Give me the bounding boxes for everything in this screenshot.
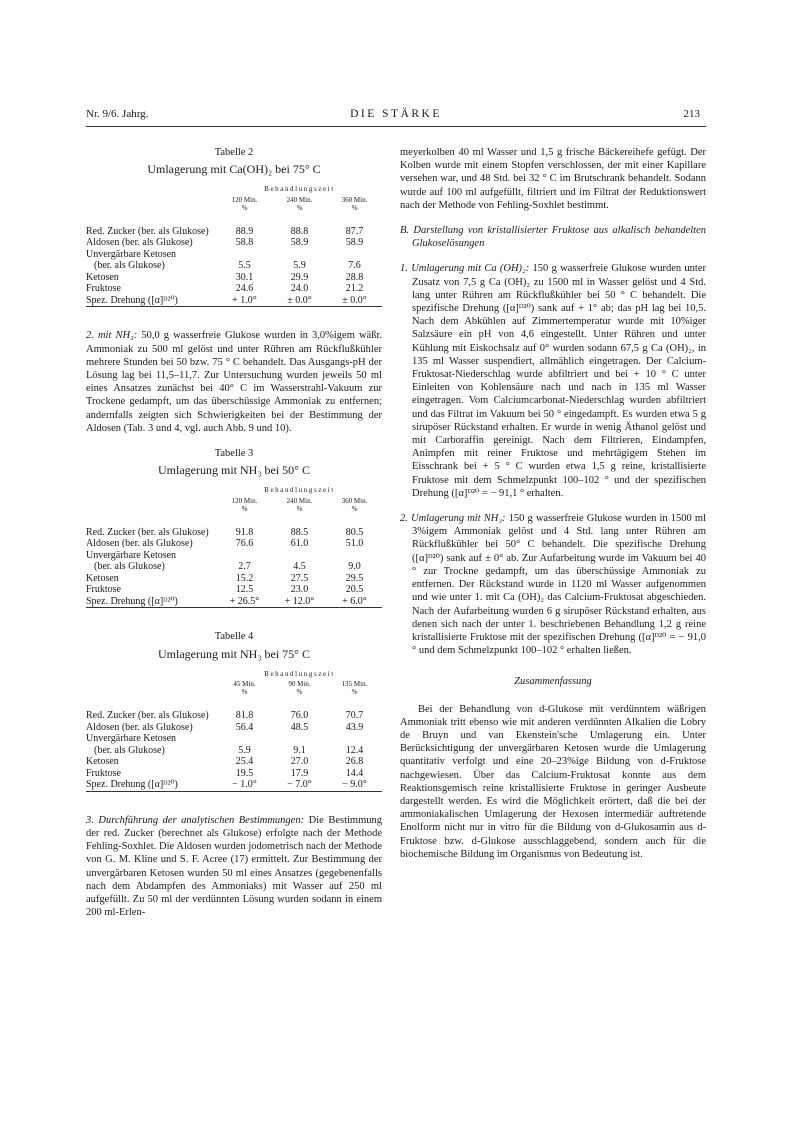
running-header-journal: DIE STÄRKE — [350, 108, 442, 120]
table-cell: 27.0 — [290, 756, 309, 768]
table-cell: 5.9 — [238, 744, 251, 756]
table-cell: 9.0 — [348, 561, 361, 573]
table-corner — [86, 497, 217, 513]
table-cell: 19.5 — [235, 767, 254, 779]
table-row — [86, 722, 382, 734]
list-item-ca-oh — [400, 262, 706, 500]
table-caption: Tabelle 4 — [214, 631, 254, 643]
table-cell: 76.6 — [235, 538, 254, 550]
table-cell — [217, 550, 272, 562]
row-label: Unvergärbare Ketosen — [86, 248, 177, 260]
column-header-unit: % — [241, 504, 248, 513]
table-row — [86, 584, 382, 596]
column-header — [327, 196, 382, 212]
table-spacer-row — [86, 513, 382, 527]
table-row — [86, 249, 382, 261]
running-header-left: Nr. 9/6. Jahrg. — [86, 108, 149, 120]
header-rule — [86, 126, 706, 127]
table-row — [86, 538, 382, 550]
table-cell — [272, 733, 327, 745]
table-cell: 91.8 — [235, 526, 254, 538]
table-cell: 76.0 — [290, 710, 309, 722]
table-cell: 48.5 — [290, 721, 309, 733]
table-corner — [86, 196, 217, 212]
table-caption: Tabelle 2 — [214, 147, 254, 158]
table-row — [86, 756, 382, 768]
paragraph-lead: 2. mit NH₃: — [86, 330, 138, 342]
row-label: Spez. Drehung ([α]ᴰ²⁰) — [86, 295, 217, 307]
table-row — [86, 260, 382, 272]
table-cell: 9.1 — [293, 744, 306, 756]
row-label: Red. Zucker (ber. als Glukose) — [86, 526, 209, 538]
column-header-label: 240 Min. — [286, 195, 313, 204]
paragraph-body: 50,0 g wasserfreie Glukose wurden in 3,0%igem wäßr. Ammoniak zu 500 ml gelöst und unter Rühren am Rückflußkühler mehrere Stunden bei 50 bzw. 75 ° C behandelt. Das Ausgangs-pH der Lösung lag bei 11,5–11,7. Zur Untersuchung wurden jeweils 50 ml eines Ansatzes zunächst bei 40° C im Wasserstrahl-Vakuum zur Trockene gedampft, um das überschüssige Ammoniak zu entfernen; andernfalls zeigten sich Schwierigkeiten bei der Bestimmung der Aldosen (Tab. 3 und 4, vgl. auch Abb. 9 und 10). — [86, 330, 383, 434]
column-header — [327, 680, 382, 696]
column-header-label: 90 Min. — [288, 680, 311, 689]
table-row — [86, 283, 382, 295]
paragraph-nh3 — [86, 329, 382, 435]
table-cell: 7.6 — [348, 260, 361, 272]
group-header: Behandlungszeit — [264, 185, 335, 194]
table-row — [86, 710, 382, 722]
row-label: Spez. Drehung ([α]ᴰ²⁰) — [86, 779, 217, 791]
table-title: Umlagerung mit NH₃ bei 75° C — [158, 646, 310, 661]
table-row — [86, 779, 382, 791]
table-cell: 51.0 — [345, 538, 364, 550]
table-cell: 2.7 — [238, 561, 251, 573]
table-cell: 12.5 — [235, 584, 254, 596]
table-row — [86, 596, 382, 608]
paragraph-methods — [86, 814, 382, 920]
table-cell: 20.5 — [345, 584, 364, 596]
table-cell: 4.5 — [293, 561, 306, 573]
table-row — [86, 733, 382, 745]
table-row — [86, 768, 382, 780]
table-cell: 26.8 — [345, 756, 364, 768]
column-header-label: 120 Min. — [231, 496, 258, 505]
table-row — [86, 237, 382, 249]
column-header-unit: % — [296, 203, 303, 212]
column-header-label: 360 Min. — [341, 195, 368, 204]
row-label: Ketosen — [86, 271, 119, 283]
table-cell: 87.7 — [345, 225, 364, 237]
data-table — [86, 485, 382, 608]
column-header — [272, 497, 327, 513]
table-corner — [86, 485, 217, 497]
summary-body: Bei der Behandlung von d-Glukose mit verdünntem wäßrigen Ammoniak tritt ebenso wie mit anderen verdünnten Alkalien die Lobry de Bruyn und van Ekenstein'sche Umlagerung ein. Unter Berücksichtigung der unvergärbaren Ketosen wurde die Umlagerung quantitativ verfolgt und eine 20–23%ige Bildung von d-Fruktose nachgewiesen. Über das Calcium-Fruktosat konnte aus dem Reaktionsgemisch reine kristallisierte Fruktose in geringer Ausbeute dargestellt werden. Es wird die Möglichkeit erörtert, daß die bei der ammoniakalischen Umlagerung der Hexosen intermediär auftretende Enolform nicht nur in vitro für die Bildung von d-Glukosamin aus d-Fruktose bzw. d-Glukose ausschlaggebend, sondern auch für die biochemische Bildung im Organismus von Bedeutung ist. — [400, 703, 706, 860]
column-header-unit: % — [241, 688, 248, 697]
table-cell: 81.8 — [235, 710, 254, 722]
table-cell: 61.0 — [290, 538, 309, 550]
list-item-body: 150 g wasserfreie Glukose wurden unter Zusatz von 7,5 g Ca (OH)₂ zu 1500 ml in Wasser gelöst und 4 Std. lang unter Rühren am Rückflußkühler bei 50 ° C behandelt. Die spezifische Drehung ([α]ᴰ²⁰) sank auf + 1° ab; das pH lag bei 10,5. Nach dem Abkühlen auf Zimmertemperatur wurde mit 10%iger Salzsäure ein pH von 4,6 eingestellt. Unter Rühren und unter Kühlung mit Eiskochsalz auf 0° wurden sodann 67,5 g Ca (OH)₂, in 135 ml Wasser suspendiert, allmählich eingetragen. Der Calcium-Fruktosat-Niederschlag wurde abfiltriert und bei + 10 ° C unter Einleiten von Kohlensäure nach und nach in 135 ml Wasser eingetragen. Vom Calciumcarbonat-Niederschlag wurden abfiltriert und das Filtrat im Vakuum bei 50 ° eingedampft. Es wurden etwa 5 g sirupöser Rückstand erhalten. Er wurde in wenig Äthanol gelöst und mit Carboraffin gereinigt. Nach dem Filtrieren, Eindampfen, Animpfen mit reiner Fruktose und mehrtägigem Stehen im Eisschrank bei + 5 ° C wurden etwa 1,5 g reine, kristallisierte Fruktose mit dem Schmelzpunkt 100–102 ° und der spezifischen Drehung ([α]ᴰ²⁰ = − 91,1 ° erhalten. — [412, 263, 706, 499]
table-cell: ± 0.0° — [272, 295, 327, 307]
table-row — [86, 272, 382, 284]
table-spacer-row — [86, 696, 382, 710]
table-cell: + 6.0° — [327, 596, 382, 608]
table-cell: 24.6 — [235, 283, 254, 295]
column-header — [217, 680, 272, 696]
paragraph-continued: meyerkolben 40 ml Wasser und 1,5 g frische Bäckereihefe gefügt. Der Kolben wurde mit einem Stopfen verschlossen, der mit einer Kapillare versehen war, und 48 Std. bei 32 ° C im Brutschrank behandelt. Sodann wurde auf 100 ml aufgefüllt, filtriert und im Filtrat der Reduktionswert nach der Methode von Fehling-Soxhlet bestimmt. — [400, 147, 706, 211]
column-header-unit: % — [241, 203, 248, 212]
data-table — [86, 184, 382, 307]
table-cell — [272, 550, 327, 562]
column-header-unit: % — [351, 504, 358, 513]
table-group-header-row — [86, 485, 382, 497]
table-cell: 23.0 — [290, 584, 309, 596]
table-cell: 29.9 — [290, 271, 309, 283]
table-corner — [86, 669, 217, 681]
table-cell: 58.9 — [345, 237, 364, 249]
table-cell: + 26.5° — [217, 596, 272, 608]
row-label: Aldosen (ber. als Glukose) — [86, 237, 193, 249]
row-label: Fruktose — [86, 767, 121, 779]
table-group-header-row — [86, 669, 382, 681]
table-cell: 88.5 — [290, 526, 309, 538]
column-header-unit: % — [351, 203, 358, 212]
column-header — [217, 196, 272, 212]
table-cell: 17.9 — [290, 767, 309, 779]
right-column — [400, 146, 706, 861]
column-header — [217, 497, 272, 513]
table-cell: 24.0 — [290, 283, 309, 295]
row-label: Unvergärbare Ketosen — [86, 549, 177, 561]
table-spacer-row — [86, 212, 382, 226]
summary-heading: Zusammenfassung — [514, 676, 592, 688]
column-header-label: 135 Min. — [341, 680, 368, 689]
table-cell — [327, 249, 382, 261]
row-label: Fruktose — [86, 584, 121, 596]
column-header — [327, 497, 382, 513]
row-label: Red. Zucker (ber. als Glukose) — [86, 710, 209, 722]
table-block — [86, 630, 382, 791]
column-header-unit: % — [296, 688, 303, 697]
list-item-lead: 1. Umlagerung mit Ca (OH)₂: — [400, 263, 530, 275]
list-item-body: 150 g wasserfreie Glukose wurden in 1500 ml 3%igem Ammoniak gelöst und 4 Std. lang unter Rühren am Rückflußkühler bei 50° C behandelt. Die spezifische Drehung ([α]ᴰ²⁰) sank auf ± 0° ab. Zur Aufarbeitung wurde im Vakuum bei 40 ° zur Trockne gedampft, um das überschüssige Ammoniak zu entfernen. Der Rückstand wurde in 1120 ml Wasser aufgenommen und wie unter 1. mit Ca (OH)₂ das Calcium-Fruktosat abgeschieden. Nach der Aufarbeitung wurden 6 g sirupöser Rückstand erhalten, aus denen sich nach der unter 1. beschriebenen Behandlung 1,2 g reine kristallisierte Fruktose mit der spezifischen Drehung ([α]ᴰ²⁰ = − 91,0 ° und dem Schmelzpunkt 100–102 ° erhalten ließen. — [412, 513, 707, 657]
table-row — [86, 226, 382, 238]
table-cell: − 1.0° — [217, 779, 272, 791]
group-header: Behandlungszeit — [264, 486, 335, 495]
table-cell: 12.4 — [345, 744, 364, 756]
table-caption: Tabelle 3 — [214, 448, 254, 460]
table-cell: 80.5 — [345, 526, 364, 538]
table-cell: 29.5 — [345, 572, 364, 584]
table-row — [86, 295, 382, 307]
paragraph-body: Die Bestimmung der red. Zucker (berechnet als Glukose) erfolgte nach der Methode Fehling-Soxhlet. Die Aldosen wurden jodometrisch nach der Methode von G. M. Kline und S. F. Acree (17) ermittelt. Zur Bestimmung der unvergärbaren Ketosen wurden 50 ml eines Ansatzes (gegebenenfalls nach dem Abdampfen des Ammoniaks) mit Wasser auf 250 ml aufgefüllt. Zu 50 ml der verdünnten Lösung wurden sodann in einem 200 ml-Erlen- — [86, 814, 382, 919]
row-label: (ber. als Glukose) — [94, 260, 165, 272]
table-cell: + 1.0° — [217, 295, 272, 307]
list-item-lead: 2. Umlagerung mit NH₃: — [400, 513, 506, 525]
row-label: Fruktose — [86, 283, 121, 295]
table-cell: 21.2 — [345, 283, 364, 295]
table-block — [86, 447, 382, 608]
table-title: Umlagerung mit Ca(OH)₂ bei 75° C — [147, 162, 321, 177]
row-label: Ketosen — [86, 756, 119, 768]
table-corner — [86, 680, 217, 696]
table-cell: 28.8 — [345, 271, 364, 283]
table-cell: 5.9 — [293, 260, 306, 272]
table-cell: − 9.0° — [327, 779, 382, 791]
column-header — [272, 680, 327, 696]
table-column-header-row — [86, 196, 382, 212]
column-header-label: 45 Min. — [233, 680, 256, 689]
table-row — [86, 561, 382, 573]
paragraph-lead: 3. Durchführung der analytischen Bestimmungen: — [86, 814, 305, 826]
table-cell: 5.5 — [238, 260, 251, 272]
table-cell: 30.1 — [235, 271, 254, 283]
table-cell — [272, 249, 327, 261]
table-cell: 27.5 — [290, 572, 309, 584]
table-corner — [86, 184, 217, 196]
page-number: 213 — [683, 108, 700, 120]
row-label: (ber. als Glukose) — [94, 561, 165, 573]
table-cell: − 7.0° — [272, 779, 327, 791]
list-item-nh3 — [400, 512, 706, 657]
table-cell: 58.8 — [235, 237, 254, 249]
table-cell: 58.9 — [290, 237, 309, 249]
table-row — [86, 745, 382, 757]
group-header: Behandlungszeit — [264, 669, 335, 678]
table-cell — [217, 733, 272, 745]
table-cell: 88.8 — [290, 225, 309, 237]
table-row — [86, 573, 382, 585]
table-cell — [327, 733, 382, 745]
table-cell: ± 0.0° — [327, 295, 382, 307]
table-group-header-row — [86, 184, 382, 196]
row-label: Red. Zucker (ber. als Glukose) — [86, 225, 209, 237]
column-header-label: 360 Min. — [341, 496, 368, 505]
row-label: Unvergärbare Ketosen — [86, 733, 177, 745]
table-cell: 70.7 — [345, 710, 364, 722]
column-header-label: 240 Min. — [286, 496, 313, 505]
table-column-header-row — [86, 680, 382, 696]
table-cell: 14.4 — [345, 767, 364, 779]
column-header-label: 120 Min. — [231, 195, 258, 204]
row-label: (ber. als Glukose) — [94, 744, 165, 756]
table-title: Umlagerung mit NH₃ bei 50° C — [158, 463, 310, 478]
table-cell: 25.4 — [235, 756, 254, 768]
table-cell — [217, 249, 272, 261]
table-block — [86, 146, 382, 307]
table-cell: 56.4 — [235, 721, 254, 733]
row-label: Spez. Drehung ([α]ᴰ²⁰) — [86, 596, 217, 608]
left-column — [86, 146, 382, 919]
table-row — [86, 550, 382, 562]
column-header-unit: % — [351, 688, 358, 697]
table-row — [86, 527, 382, 539]
table-cell: + 12.0° — [272, 596, 327, 608]
data-table — [86, 669, 382, 792]
table-cell: 43.9 — [345, 721, 364, 733]
column-header — [272, 196, 327, 212]
table-column-header-row — [86, 497, 382, 513]
table-cell: 88.9 — [235, 225, 254, 237]
column-header-unit: % — [296, 504, 303, 513]
row-label: Ketosen — [86, 572, 119, 584]
section-heading-b: B. Darstellung von kristallisierter Fruktose aus alkalisch behandelten Glukoselösungen — [400, 225, 706, 250]
table-cell: 15.2 — [235, 572, 254, 584]
row-label: Aldosen (ber. als Glukose) — [86, 538, 193, 550]
table-cell — [327, 550, 382, 562]
row-label: Aldosen (ber. als Glukose) — [86, 721, 193, 733]
